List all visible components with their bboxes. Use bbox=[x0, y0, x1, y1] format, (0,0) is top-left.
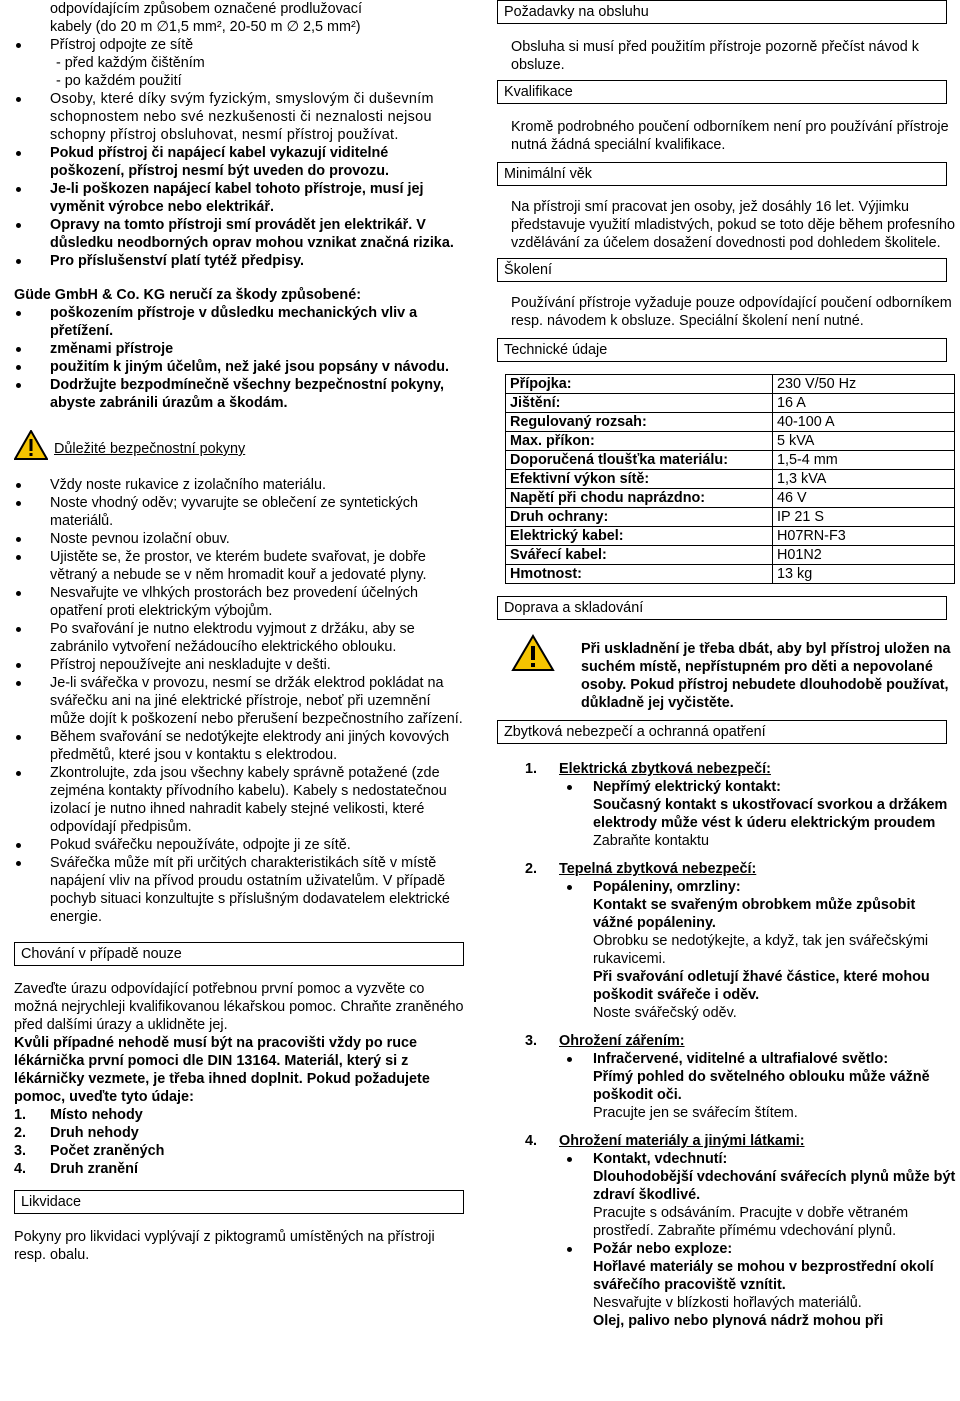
list-item bbox=[14, 1106, 464, 1124]
table-row bbox=[506, 451, 955, 470]
list-item bbox=[14, 1142, 464, 1160]
risk-item-text: Pracujte s odsáváním. Pracujte v dobře větraném prostředí. Zabraňte přímému vdechování plynů. bbox=[593, 1205, 909, 1239]
item-number: 3. bbox=[14, 1143, 27, 1159]
requirements-heading: Požadavky na obsluhu bbox=[497, 0, 947, 24]
minimum-age-heading: Minimální věk bbox=[497, 162, 947, 186]
risk-item-bold: Kontakt se svařeným obrobkem může způsobit vážné popáleniny. bbox=[593, 897, 916, 931]
spec-value: 40-100 A bbox=[773, 413, 955, 432]
transport-text: Při uskladnění je třeba dbát, aby byl přístroj uložen na suchém místě, nepřístupném pro děti a nepovolané osoby. Pokud přístroj nebudete dlouhodobě používat, důkladně jej vyčistěte. bbox=[581, 641, 951, 711]
risk-item-bold: Současný kontakt s ukostřovací svorkou a držákem elektrody může vést k úderu elektrickým proudem bbox=[593, 797, 948, 831]
list-item bbox=[497, 1240, 957, 1330]
list-item bbox=[14, 530, 464, 548]
item-text: Počet zraněných bbox=[50, 1143, 165, 1159]
list-item bbox=[14, 216, 464, 252]
list-item bbox=[14, 836, 464, 854]
risk-item-heading: Nepřímý elektrický kontakt: bbox=[593, 779, 781, 795]
risk-items bbox=[497, 878, 957, 1022]
qualification-heading: Kvalifikace bbox=[497, 80, 947, 104]
list-item bbox=[497, 878, 957, 1022]
safety-rules-list bbox=[14, 36, 464, 270]
emergency-heading: Chování v případě nouze bbox=[14, 942, 464, 966]
table-row bbox=[506, 508, 955, 527]
safety-heading: Důležité bezpečnostní pokyny bbox=[54, 441, 246, 457]
risk-item-bold: Dlouhodobější vdechování svářecích plynů může být zdraví škodlivé. bbox=[593, 1169, 956, 1203]
risk-block bbox=[497, 1032, 957, 1122]
spec-label: Hmotnost: bbox=[506, 565, 773, 584]
minimum-age-text: Na přístroji smí pracovat jen osoby, jež dosáhly 16 let. Výjimku představuje využití mladistvých, pokud se toto děje během profesního vzdělávání za účelem dosažení dovednosti pod dohledem školitele. bbox=[511, 199, 955, 251]
table-row bbox=[506, 470, 955, 489]
spec-value: 13 kg bbox=[773, 565, 955, 584]
risk-items bbox=[497, 778, 957, 850]
safety-item-text: Pokud svářečku nepoužíváte, odpojte ji ze sítě. bbox=[50, 837, 351, 853]
safety-item-text: Svářečka může mít při určitých charakteristikách sítě v místě napájení vliv na přívod proudu ostatním uživatelům. V případě pochyb situaci konzultujte s příslušným dodavatelem elektrické energie. bbox=[50, 855, 450, 925]
spec-label: Napětí při chodu naprázdno: bbox=[506, 489, 773, 508]
table-row bbox=[506, 565, 955, 584]
table-row bbox=[506, 546, 955, 565]
risk-number: 2. bbox=[525, 861, 538, 877]
item-text: Místo nehody bbox=[50, 1107, 143, 1123]
safety-item-text: Ujistěte se, že prostor, ve kterém budete svařovat, je dobře větraný a nebude se v něm hromadit kouř a jedovaté plyny. bbox=[50, 549, 427, 583]
risk-title: Elektrická zbytková nebezpečí: bbox=[559, 761, 771, 777]
spec-label: Elektrický kabel: bbox=[506, 527, 773, 546]
bold-item-text: Pro příslušenství platí tytéž předpisy. bbox=[50, 253, 305, 269]
persons-text: Osoby, které díky svým fyzickým, smyslovým či duševním schopnostem nebo své nezkušenosti či neznalosti nejsou schopny přístroj obsluhovat, nesmí přístroj používat. bbox=[50, 91, 434, 143]
list-item bbox=[14, 36, 464, 90]
requirements-text: Obsluha si musí před použitím přístroje pozorně přečíst návod k obsluze. bbox=[511, 39, 919, 73]
list-item bbox=[14, 494, 464, 530]
list-item bbox=[14, 304, 464, 340]
list-item bbox=[14, 584, 464, 620]
list-item bbox=[14, 340, 464, 358]
list-item bbox=[14, 144, 464, 180]
risk-block bbox=[497, 760, 957, 850]
spec-value: H01N2 bbox=[773, 546, 955, 565]
list-item bbox=[14, 90, 464, 144]
item-number: 4. bbox=[14, 1161, 27, 1177]
spec-label: Efektivní výkon sítě: bbox=[506, 470, 773, 489]
list-item bbox=[14, 728, 464, 764]
spec-value: 230 V/50 Hz bbox=[773, 375, 955, 394]
risk-item-bold: Olej, palivo nebo plynová nádrž mohou při bbox=[593, 1313, 884, 1329]
table-row bbox=[506, 527, 955, 546]
safety-item-text: Přístroj nepoužívejte ani neskladujte v dešti. bbox=[50, 657, 331, 673]
spec-label: Doporučená tloušťka materiálu: bbox=[506, 451, 773, 470]
risk-item-heading: Popáleniny, omrzliny: bbox=[593, 879, 741, 895]
unplug-text: Přístroj odpojte ze sítě bbox=[50, 37, 194, 53]
safety-item-text: Zkontrolujte, zda jsou všechny kabely správně potažené (zde zejména kontakty přívodního kabelu). Kabely s nedostatečnou izolací je nutno ihned nahradit kabely stejné velikosti, které odpovídají předpisům. bbox=[50, 765, 447, 835]
guede-item-text: změnami přístroje bbox=[50, 341, 174, 357]
risk-title: Ohrožení zářením: bbox=[559, 1033, 685, 1049]
item-text: Druh nehody bbox=[50, 1125, 139, 1141]
unplug-sub-item: - po každém použití bbox=[56, 73, 182, 89]
risk-number: 4. bbox=[525, 1133, 538, 1149]
list-item bbox=[14, 252, 464, 270]
risk-block bbox=[497, 1132, 957, 1330]
list-item bbox=[14, 674, 464, 728]
spec-label: Svářecí kabel: bbox=[506, 546, 773, 565]
spec-label: Jištění: bbox=[506, 394, 773, 413]
spec-value: IP 21 S bbox=[773, 508, 955, 527]
item-text: Druh zranění bbox=[50, 1161, 138, 1177]
spec-value: 1,5-4 mm bbox=[773, 451, 955, 470]
emergency-list bbox=[14, 1106, 464, 1178]
list-item bbox=[14, 548, 464, 584]
emergency-text: Zaveďte úrazu odpovídající potřebnou první pomoc a vyzvěte co možná nejrychleji kvalifikovanou lékařskou pomoc. Chraňte zraněného před dalšími úrazy a uklidněte jej. bbox=[14, 981, 464, 1033]
qualification-text: Kromě podrobného poučení odborníkem není pro používání přístroje nutná žádná speciální kvalifikace. bbox=[511, 119, 949, 153]
training-heading: Školení bbox=[497, 258, 947, 282]
risk-item-bold: Hořlavé materiály se mohou v bezprostřední okolí svářečího pracoviště vznítit. bbox=[593, 1259, 934, 1293]
bold-item-text: Je-li poškozen napájecí kabel tohoto přístroje, musí jej vyměnit výrobce nebo elektrikář. bbox=[50, 181, 424, 215]
table-row bbox=[506, 413, 955, 432]
disposal-heading: Likvidace bbox=[14, 1190, 464, 1214]
safety-item-text: Noste vhodný oděv; vyvarujte se oblečení ze syntetických materiálů. bbox=[50, 495, 418, 529]
transport-heading: Doprava a skladování bbox=[497, 596, 947, 620]
spec-value: 1,3 kVA bbox=[773, 470, 955, 489]
spec-value: 5 kVA bbox=[773, 432, 955, 451]
warning-icon bbox=[14, 430, 48, 460]
safety-item-text: Vždy noste rukavice z izolačního materiálu. bbox=[50, 477, 326, 493]
risk-item-heading: Infračervené, viditelné a ultrafialové světlo: bbox=[593, 1051, 889, 1067]
risk-item-heading: Kontakt, vdechnutí: bbox=[593, 1151, 728, 1167]
emergency-bold-text: Kvůli případné nehodě musí být na pracovišti vždy po ruce lékárnička první pomoci dle DIN 13164. Materiál, který si z lékárničky vezmete, je třeba ihned doplnit. Pokud požadujete pomoc, uveďte tyto údaje: bbox=[14, 1035, 430, 1105]
spec-value: H07RN-F3 bbox=[773, 527, 955, 546]
spec-label: Max. příkon: bbox=[506, 432, 773, 451]
list-item bbox=[14, 358, 464, 376]
text-line: kabely (do 20 m ∅1,5 mm², 20-50 m ∅ 2,5 mm²) bbox=[50, 19, 361, 35]
risk-title: Tepelná zbytková nebezpečí: bbox=[559, 861, 757, 877]
text-line: odpovídajícím způsobem označené prodlužovací bbox=[50, 1, 362, 17]
safety-item-text: Během svařování se nedotýkejte elektrody ani jiných kovových předmětů, které jsou v kontaktu s elektrodou. bbox=[50, 729, 450, 763]
list-item bbox=[14, 1124, 464, 1142]
list-item bbox=[14, 1160, 464, 1178]
table-row bbox=[506, 432, 955, 451]
risk-item-text: Noste svářečský oděv. bbox=[593, 1005, 737, 1021]
guede-list bbox=[14, 304, 464, 412]
warning-icon bbox=[511, 634, 555, 672]
safety-instructions-list bbox=[14, 476, 464, 926]
risk-title: Ohrožení materiály a jinými látkami: bbox=[559, 1133, 805, 1149]
right-column bbox=[497, 0, 957, 1330]
spec-label: Přípojka: bbox=[506, 375, 773, 394]
list-item bbox=[14, 620, 464, 656]
list-item bbox=[14, 476, 464, 494]
extension-cable-text bbox=[14, 0, 464, 36]
item-number: 2. bbox=[14, 1125, 27, 1141]
list-item bbox=[497, 1150, 957, 1240]
spec-label: Regulovaný rozsah: bbox=[506, 413, 773, 432]
item-number: 1. bbox=[14, 1107, 27, 1123]
risk-item-heading: Požár nebo exploze: bbox=[593, 1241, 733, 1257]
risk-item-text: Obrobku se nedotýkejte, a když, tak jen svářečskými rukavicemi. bbox=[593, 933, 929, 967]
left-column bbox=[14, 0, 464, 1264]
unplug-sub-item: - před každým čištěním bbox=[56, 55, 205, 71]
list-item bbox=[14, 180, 464, 216]
residual-risks-list bbox=[497, 760, 957, 1330]
list-item bbox=[14, 764, 464, 836]
table-row bbox=[506, 489, 955, 508]
risk-block bbox=[497, 860, 957, 1022]
risk-number: 1. bbox=[525, 761, 538, 777]
risk-item-text: Pracujte jen se svářecím štítem. bbox=[593, 1105, 798, 1121]
guede-item-text: použitím k jiným účelům, než jaké jsou popsány v návodu. bbox=[50, 359, 450, 375]
list-item bbox=[497, 1050, 957, 1122]
risk-number: 3. bbox=[525, 1033, 538, 1049]
safety-item-text: Nesvařujte ve vlhkých prostorách bez provedení účelných opatření proti elektrickým výbojům. bbox=[50, 585, 418, 619]
list-item bbox=[497, 778, 957, 850]
safety-item-text: Noste pevnou izolační obuv. bbox=[50, 531, 230, 547]
risk-item-text: Nesvařujte v blízkosti hořlavých materiálů. bbox=[593, 1295, 862, 1311]
guede-item-text: Dodržujte bezpodmínečně všechny bezpečnostní pokyny, abyste zabránili úrazům a škodám. bbox=[50, 377, 444, 411]
table-row bbox=[506, 375, 955, 394]
spec-label: Druh ochrany: bbox=[506, 508, 773, 527]
risk-items bbox=[497, 1050, 957, 1122]
bold-item-text: Pokud přístroj či napájecí kabel vykazují viditelné poškození, přístroj nesmí být uveden do provozu. bbox=[50, 145, 390, 179]
bold-item-text: Opravy na tomto přístroji smí provádět jen elektrikář. V důsledku neodborných oprav mohou vznikat značná rizika. bbox=[50, 217, 454, 251]
risk-item-bold: Přímý pohled do světelného oblouku může vážně poškodit oči. bbox=[593, 1069, 930, 1103]
risk-items bbox=[497, 1150, 957, 1330]
technical-data-heading: Technické údaje bbox=[497, 338, 947, 362]
risk-item-bold: Při svařování odletují žhavé částice, které mohou poškodit svářeče i oděv. bbox=[593, 969, 930, 1003]
training-text: Používání přístroje vyžaduje pouze odpovídající poučení odborníkem resp. návodem k obsluze. Speciální školení není nutné. bbox=[511, 295, 952, 329]
guede-heading: Güde GmbH & Co. KG neručí za škody způsobené: bbox=[14, 287, 362, 303]
risk-item-text: Zabraňte kontaktu bbox=[593, 833, 709, 849]
spec-value: 16 A bbox=[773, 394, 955, 413]
list-item bbox=[14, 376, 464, 412]
list-item bbox=[14, 854, 464, 926]
safety-item-text: Je-li svářečka v provozu, nesmí se držák elektrod pokládat na svářečku ani na jiné elektrické přístroje, neboť při uzemnění může dojít k poškození nebo přerušení bezpečnostního zařízení. bbox=[50, 675, 463, 727]
table-row bbox=[506, 394, 955, 413]
guede-item-text: poškozením přístroje v důsledku mechanických vliv a přetížení. bbox=[50, 305, 418, 339]
safety-item-text: Po svařování je nutno elektrodu vyjmout z držáku, aby se zabránilo vytvoření nežádoucího elektrického oblouku. bbox=[50, 621, 415, 655]
transport-row bbox=[497, 634, 957, 712]
list-item bbox=[14, 656, 464, 674]
safety-heading-row bbox=[14, 426, 464, 460]
residual-risks-heading: Zbytková nebezpečí a ochranná opatření bbox=[497, 720, 947, 744]
disposal-text: Pokyny pro likvidaci vyplývají z piktogramů umístěných na přístroji resp. obalu. bbox=[14, 1229, 435, 1263]
spec-value: 46 V bbox=[773, 489, 955, 508]
technical-data-table bbox=[505, 374, 955, 584]
